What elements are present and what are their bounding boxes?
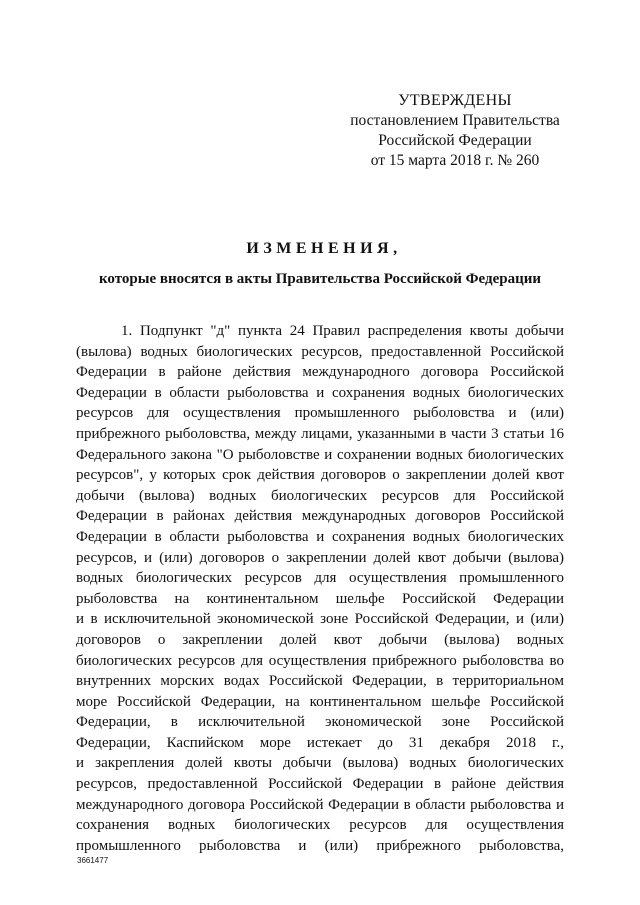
heading-subtitle: которые вносятся в акты Правительства Российской Федерации [98,271,542,287]
approval-line-2: Российской Федерации [378,132,532,149]
body-line: прибрежного рыболовства, между лицами, указанными в части 3 статьи 16 [76,425,564,442]
approval-line-3: от 15 марта 2018 г. № 260 [370,152,540,169]
body-line: сохранения водных биологических ресурсов для осуществления [76,817,564,834]
body-line: Федерального закона "О рыболовстве и сохранении водных биологических [76,446,564,463]
body-line: Федерации в районах действия международных договоров Российской [76,508,564,525]
body-line: Федерации, в исключительной экономической зоне Российской [76,714,564,731]
body-line: внутренних морских водах Российской Федерации, в территориальном [76,673,564,690]
body-line: Федерации в районе действия международного договора Российской [76,364,564,381]
body-line: биологических ресурсов для осуществления прибрежного рыболовства во [76,652,564,669]
document-heading [0,239,640,289]
approval-line-1: постановлением Правительства [350,112,560,129]
body-line: промышленного рыболовства и (или) прибрежного рыболовства, [76,837,564,854]
document-number: 3661477 [77,856,109,865]
body-line: 1. Подпункт "д" пункта 24 Правил распределения квоты добычи [121,323,564,339]
body-line: и закрепления долей квоты добычи (вылова) водных биологических [76,755,564,772]
body-line: Федерации, Каспийском море истекает до 31 декабря 2018 г., [76,734,564,751]
body-line: ресурсов", у которых срок действия договоров о закреплении долей квот [76,467,564,484]
heading-title: ИЗМЕНЕНИЯ, [246,240,402,257]
body-text [76,321,564,856]
body-line: ресурсов, и (или) договоров о закреплении долей квот добычи (вылова) [76,549,564,566]
body-line: море Российской Федерации, на континентальном шельфе Российской [76,693,564,710]
body-line: договоров о закреплении долей квот добычи (вылова) водных [76,631,564,648]
body-line: международного договора Российской Федерации в области рыболовства и [76,796,564,813]
body-line: рыболовства на континентальном шельфе Российской Федерации [76,590,564,607]
body-line: (вылова) водных биологических ресурсов, предоставленной Российской [76,343,564,360]
body-line: Федерации в области рыболовства и сохранения водных биологических [76,528,564,545]
body-line: Федерации в области рыболовства и сохранения водных биологических [76,384,564,401]
approval-title: УТВЕРЖДЕНЫ [398,92,512,109]
body-line: ресурсов, предоставленной Российской Федерации в районе действия [76,776,564,793]
body-line: водных биологических ресурсов для осуществления промышленного [76,570,564,587]
body-line: ресурсов для осуществления промышленного рыболовства и (или) [76,405,564,422]
approval-block [340,91,570,171]
body-line: и в исключительной экономической зоне Российской Федерации, и (или) [76,611,564,628]
body-line: добычи (вылова) водных биологических ресурсов для Российской [76,487,564,504]
